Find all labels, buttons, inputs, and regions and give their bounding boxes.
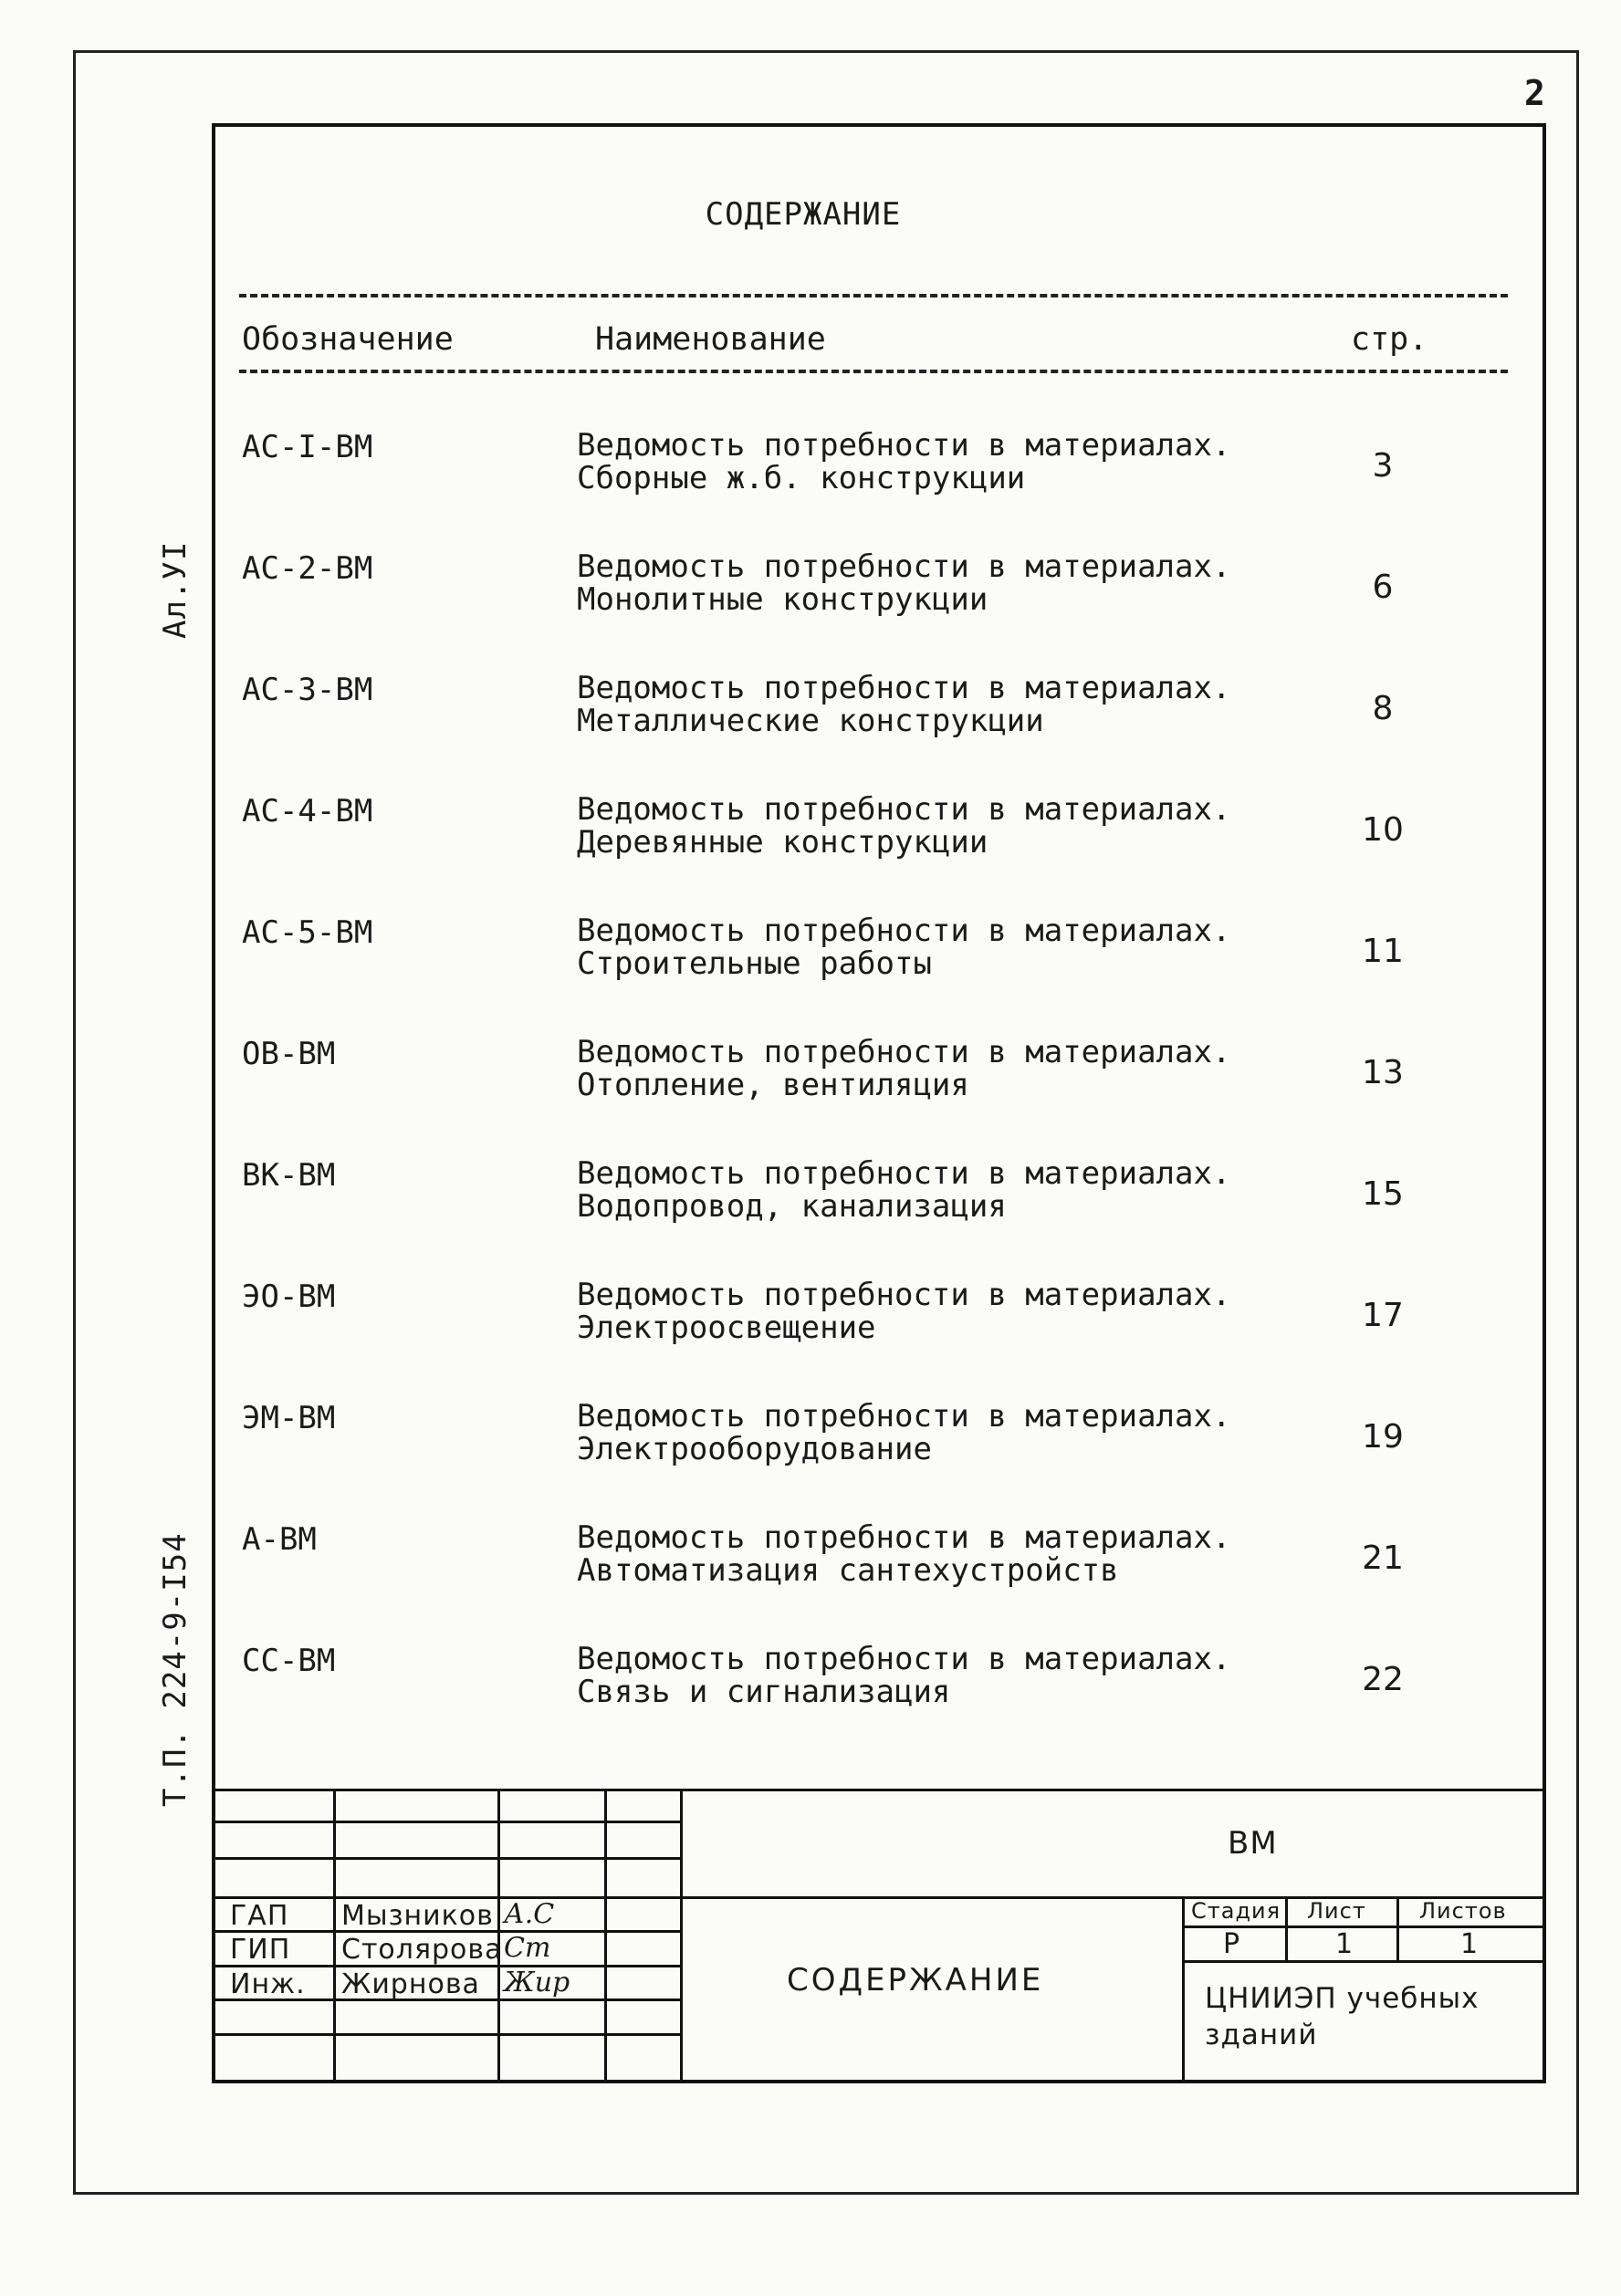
stamp-grid-line (680, 1789, 683, 2081)
item-code: АС-2-ВМ (242, 550, 373, 587)
item-name: Ведомость потребности в материалах. Водопровод, канализация (577, 1155, 1231, 1225)
list-item (0, 1521, 1621, 1612)
item-page: 3 (1372, 447, 1394, 485)
item-name: Ведомость потребности в материалах. Связь и сигнализация (577, 1641, 1231, 1710)
item-page: 11 (1362, 933, 1404, 970)
item-page: 21 (1362, 1539, 1404, 1577)
stamp-grid-line (1285, 1896, 1288, 1960)
sheets-value: 1 (1460, 1928, 1480, 1960)
column-header-code: Обозначение (242, 321, 454, 358)
item-name: Ведомость потребности в материалах. Металлические конструкции (577, 670, 1231, 739)
stage-value: Р (1223, 1928, 1241, 1960)
list-item (0, 1643, 1621, 1734)
list-item (0, 1157, 1621, 1248)
sheet-value: 1 (1335, 1928, 1354, 1960)
list-item (0, 1278, 1621, 1370)
item-code: А-ВМ (242, 1521, 317, 1558)
column-header-name: Наименование (595, 321, 826, 358)
item-name: Ведомость потребности в материалах. Отопление, вентиляция (577, 1034, 1231, 1103)
item-page: 15 (1362, 1175, 1404, 1213)
role-label: Инж. (230, 1968, 306, 2000)
stamp-grid-line (215, 2033, 680, 2036)
item-code: АС-I-ВМ (242, 429, 373, 465)
header-rule-bottom (239, 370, 1508, 373)
role-label: ГИП (230, 1934, 291, 1966)
sheet-number: 2 (1524, 73, 1545, 113)
list-item (0, 793, 1621, 884)
organization-name: ЦНИИЭП учебных зданий (1205, 1982, 1480, 2051)
project-code-label: Т.П. 224-9-I54 (157, 1532, 193, 1807)
signature: Жир (504, 1967, 570, 1999)
item-name: Ведомость потребности в материалах. Электрооборудование (577, 1398, 1231, 1467)
item-page: 10 (1362, 811, 1404, 849)
item-code: ВК-ВМ (242, 1157, 336, 1194)
item-page: 8 (1372, 690, 1394, 727)
item-code: АС-4-ВМ (242, 793, 373, 830)
list-item (0, 1400, 1621, 1491)
list-item (0, 914, 1621, 1006)
stamp-grid-line (1396, 1896, 1399, 1960)
stage-label: Стадия (1191, 1898, 1281, 1924)
doc-code: ВМ (1228, 1825, 1278, 1862)
item-code: ОВ-ВМ (242, 1036, 336, 1072)
list-item (0, 429, 1621, 520)
title-block-top-rule (215, 1789, 1543, 1791)
item-name: Ведомость потребности в материалах. Автоматизация сантехустройств (577, 1519, 1231, 1589)
album-label: Ал.УI (157, 540, 193, 639)
person-name: Мызников (341, 1900, 494, 1932)
list-item (0, 1036, 1621, 1127)
sheets-label: Листов (1419, 1898, 1507, 1924)
header-rule-top (239, 294, 1508, 297)
item-code: АС-3-ВМ (242, 672, 373, 708)
signature: А.С (504, 1898, 555, 1930)
role-label: ГАП (230, 1900, 289, 1932)
item-code: СС-ВМ (242, 1643, 336, 1679)
item-name: Ведомость потребности в материалах. Монолитные конструкции (577, 548, 1231, 618)
stamp-grid-line (604, 1789, 607, 2081)
item-code: АС-5-ВМ (242, 914, 373, 951)
sheet-label: Лист (1307, 1898, 1366, 1924)
item-page: 13 (1362, 1054, 1404, 1091)
page-title: СОДЕРЖАНИЕ (705, 196, 902, 233)
stamp-grid-line (1182, 1960, 1543, 1963)
stamp-grid-line (215, 1821, 680, 1823)
list-item (0, 550, 1621, 642)
stamp-grid-line (1182, 1896, 1185, 2081)
list-item (0, 672, 1621, 763)
item-name: Ведомость потребности в материалах. Деревянные конструкции (577, 791, 1231, 861)
item-page: 6 (1372, 569, 1394, 606)
item-page: 22 (1362, 1661, 1404, 1698)
item-name: Ведомость потребности в материалах. Строительные работы (577, 913, 1231, 982)
stamp-grid-line (215, 1857, 680, 1860)
signature: Ст (504, 1932, 551, 1964)
column-header-page: стр. (1351, 321, 1428, 358)
item-page: 17 (1362, 1297, 1404, 1334)
item-page: 19 (1362, 1418, 1404, 1456)
item-code: ЭМ-ВМ (242, 1400, 336, 1436)
item-code: ЭО-ВМ (242, 1278, 336, 1315)
item-name: Ведомость потребности в материалах. Электроосвещение (577, 1277, 1231, 1346)
stamp-grid-line (333, 1789, 336, 2081)
person-name: Жирнова (341, 1968, 480, 2000)
doc-title: СОДЕРЖАНИЕ (787, 1962, 1044, 1999)
item-name: Ведомость потребности в материалах. Сборные ж.б. конструкции (577, 427, 1231, 496)
person-name: Столярова (341, 1934, 503, 1966)
